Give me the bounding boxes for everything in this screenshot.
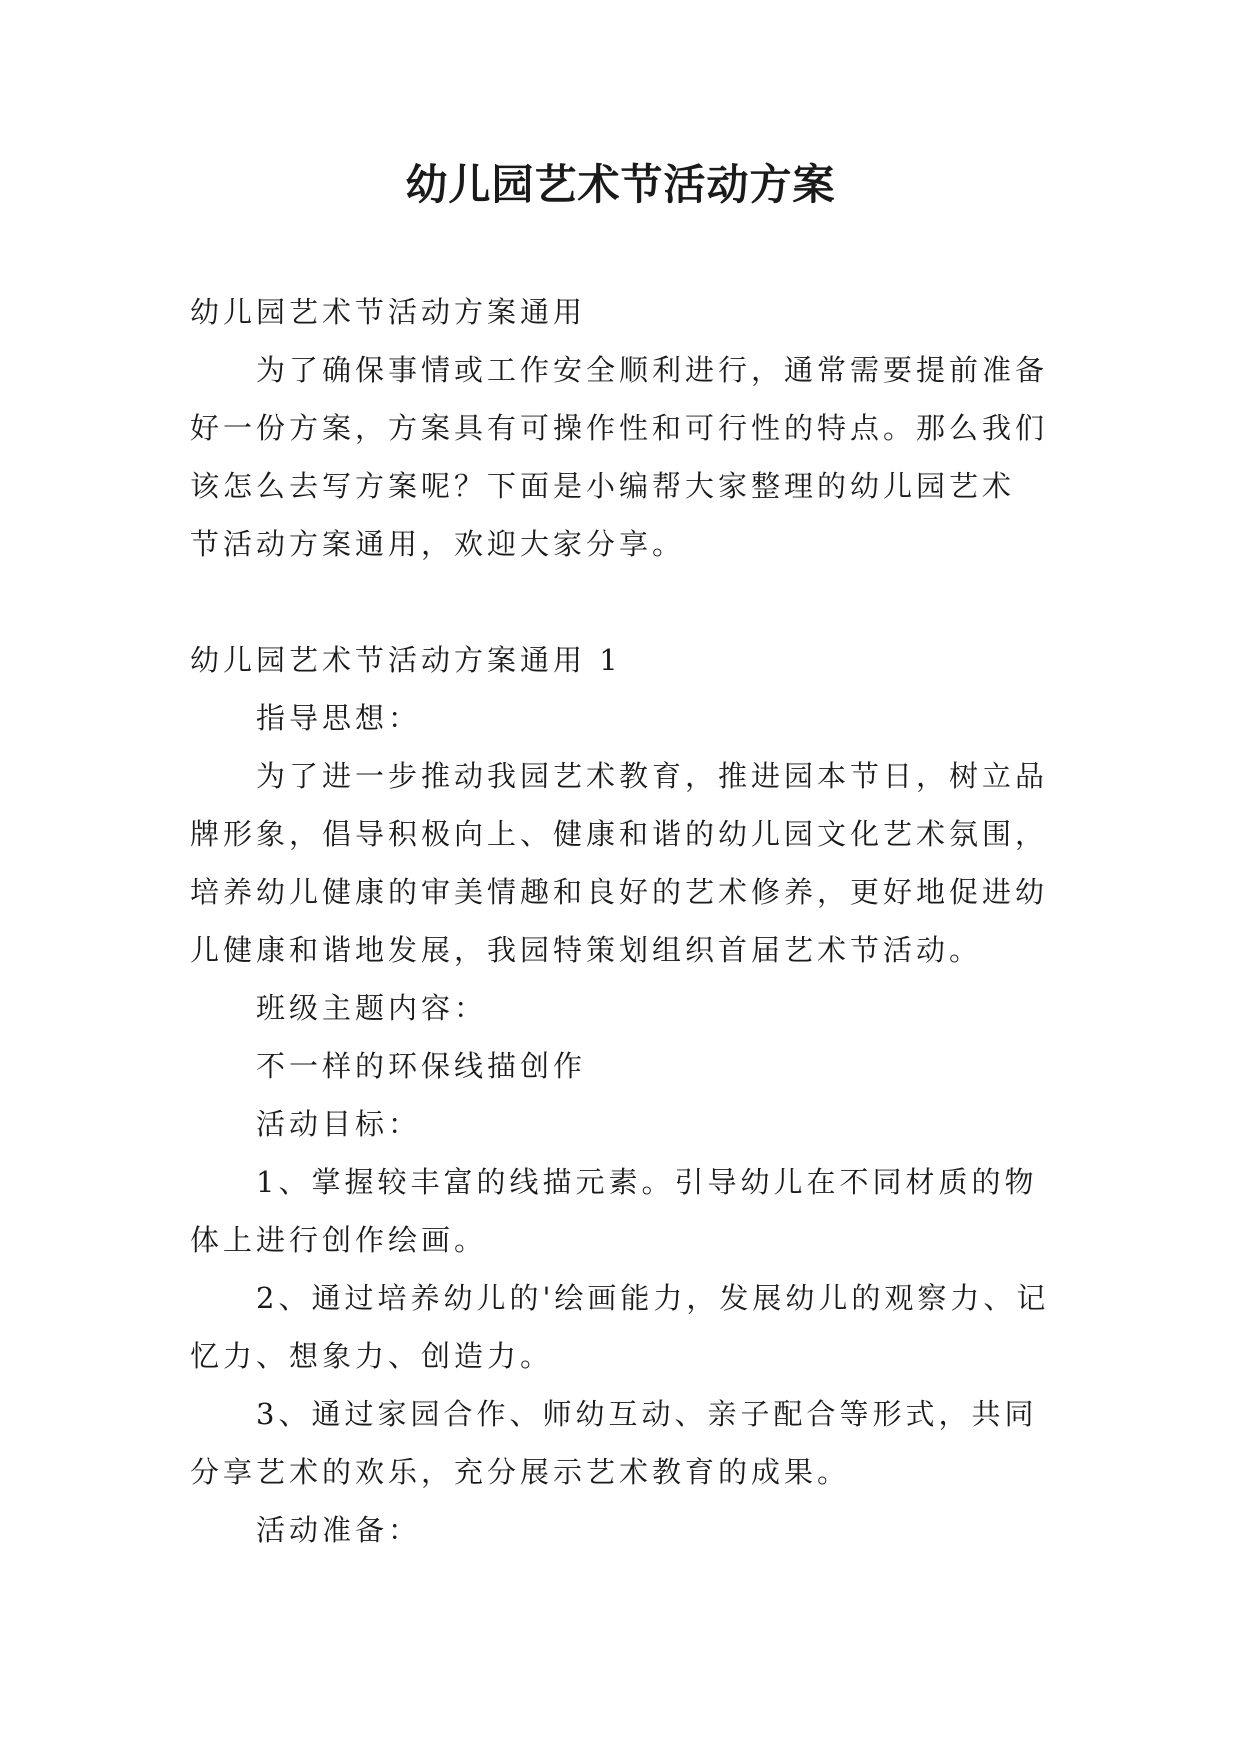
document-title: 幼儿园艺术节活动方案: [405, 160, 836, 209]
intro-heading: 幼儿园艺术节活动方案通用: [190, 295, 587, 329]
goal-line: 忆力、想象力、创造力。: [190, 1339, 554, 1373]
intro-line: 好一份方案，方案具有可操作性和可行性的特点。那么我们: [190, 411, 1049, 445]
intro-line: 节活动方案通用，欢迎大家分享。: [190, 527, 686, 561]
intro-paragraph: [190, 341, 1052, 573]
goal-line: 2、通过培养幼儿的'绘画能力，发展幼儿的观察力、记: [256, 1281, 1050, 1315]
intro-line: 该怎么去写方案呢？下面是小编帮大家整理的幼儿园艺术: [190, 469, 1016, 503]
intro-line: 为了确保事情或工作安全顺利进行，通常需要提前准备: [256, 353, 1049, 387]
goal-item-1: [190, 1153, 1052, 1269]
guide-line: 为了进一步推动我园艺术教育，推进园本节日，树立品: [256, 759, 1049, 793]
guide-line: 儿健康和谐地发展，我园特策划组织首届艺术节活动。: [190, 933, 983, 967]
guide-paragraph: [190, 747, 1052, 979]
guide-label: 指导思想：: [256, 701, 422, 735]
goal-item-2: [190, 1269, 1052, 1385]
guide-line: 牌形象，倡导积极向上、健康和谐的幼儿园文化艺术氛围，: [190, 817, 1049, 851]
theme-label: 班级主题内容：: [256, 991, 488, 1025]
goal-line: 3、通过家园合作、师幼互动、亲子配合等形式，共同: [256, 1397, 1038, 1431]
goal-label: 活动目标：: [256, 1107, 422, 1141]
goal-line: 体上进行创作绘画。: [190, 1223, 488, 1257]
document-body: [190, 283, 1052, 1559]
theme-value: 不一样的环保线描创作: [256, 1049, 587, 1083]
prep-label: 活动准备：: [256, 1513, 422, 1547]
section-heading-1: 幼儿园艺术节活动方案通用 1: [190, 643, 622, 677]
goal-line: 1、掌握较丰富的线描元素。引导幼儿在不同材质的物: [256, 1165, 1038, 1199]
guide-line: 培养幼儿健康的审美情趣和良好的艺术修养，更好地促进幼: [190, 875, 1049, 909]
blank-line: [190, 573, 1052, 631]
goal-item-3: [190, 1385, 1052, 1501]
goal-line: 分享艺术的欢乐，充分展示艺术教育的成果。: [190, 1455, 851, 1489]
